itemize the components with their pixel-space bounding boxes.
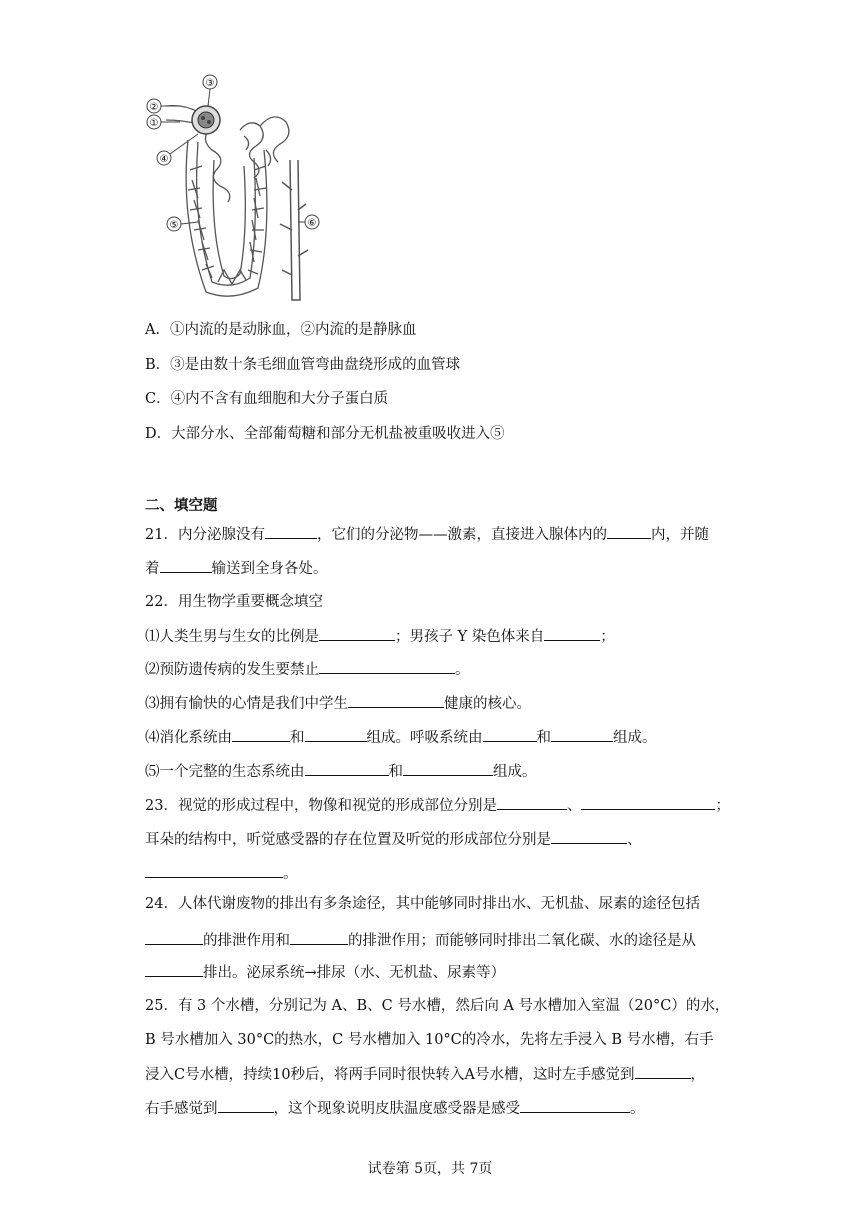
q24-text-2: 的排泄作用和	[203, 933, 290, 949]
q22-blank-9[interactable]	[305, 761, 389, 776]
q23-text-6: 。	[283, 866, 298, 882]
q22-s2-text-a: ⑵预防遗传病的发生要禁止	[145, 662, 319, 678]
q22-blank-6[interactable]	[305, 727, 367, 742]
q22-blank-1[interactable]	[319, 626, 395, 641]
q25-text-4a: 右手感觉到	[145, 1101, 218, 1117]
q22-sub5	[145, 761, 537, 782]
q22-s4-text-d: 和	[536, 730, 551, 746]
q22-sub2	[145, 659, 470, 680]
q24-line3	[145, 962, 505, 983]
q21-line1	[145, 524, 709, 545]
q22-blank-3[interactable]	[319, 659, 455, 674]
q25-blank-3[interactable]	[520, 1098, 630, 1113]
q24-line2	[145, 930, 696, 951]
q25-blank-1[interactable]	[635, 1064, 691, 1079]
q23-line2	[145, 829, 642, 850]
q23-text-3: ；	[715, 798, 730, 814]
q22-sub1	[145, 626, 615, 647]
q21-text-3: 内，并随	[650, 527, 709, 543]
q25-text-3a: 浸入C号水槽，持续10秒后，将两手同时很快转入A号水槽，这时左手感觉到	[145, 1067, 635, 1083]
q25-text-4c: 。	[630, 1101, 645, 1117]
q22-title: 22．用生物学重要概念填空	[145, 594, 323, 610]
q23-text-5: 、	[627, 832, 642, 848]
q25-line1: 25．有 3 个水槽，分别记为 A、B、C 号水槽，然后向 A 号水槽加入室温（20°C）的水，	[145, 998, 730, 1014]
label-3: ③	[205, 78, 215, 89]
q24-text-4: 排出。泌尿系统→排尿（水、无机盐、尿素等）	[203, 965, 506, 981]
q22-blank-5[interactable]	[232, 727, 290, 742]
q23-blank-2[interactable]	[581, 795, 715, 810]
q22-s5-text-a: ⑸一个完整的生态系统由	[145, 764, 305, 780]
q22-sub3	[145, 693, 531, 714]
option-c: C．④内不含有血细胞和大分子蛋白质	[145, 391, 389, 407]
q25-text-3b: ，	[690, 1067, 706, 1083]
q24-blank-1[interactable]	[145, 930, 203, 945]
nephron-diagram	[140, 70, 340, 310]
q22-s1-text-b: ；男孩子 Y 染色体来自	[395, 629, 545, 645]
q25-line2: B 号水槽加入 30°C的热水，C 号水槽加入 10°C的冷水，先将左手浸入 B 号水槽，右手	[145, 1032, 714, 1048]
q23-text-4: 耳朵的结构中，听觉感受器的存在位置及听觉的形成部位分别是	[145, 832, 551, 848]
q22-s4-text-c: 组成。呼吸系统由	[366, 730, 483, 746]
q25-line4	[145, 1098, 645, 1119]
q23-text-1: 23．视觉的形成过程中，物像和视觉的形成部位分别是	[145, 798, 497, 814]
q21-line2	[145, 558, 328, 579]
q22-blank-8[interactable]	[551, 727, 613, 742]
q25-line3	[145, 1064, 705, 1085]
q23-blank-1[interactable]	[497, 795, 567, 810]
q22-s3-text-a: ⑶拥有愉快的心情是我们中学生	[145, 696, 348, 712]
q24-line1: 24．人体代谢废物的排出有多条途径，其中能够同时排出水、无机盐、尿素的途径包括	[145, 896, 700, 912]
q25-blank-2[interactable]	[218, 1098, 274, 1113]
q23-text-2: 、	[566, 798, 582, 814]
q21-text-2: ，它们的分泌物——激素，直接进入腺体内的	[316, 527, 607, 543]
q23-blank-3[interactable]	[551, 829, 627, 844]
q21-blank-2[interactable]	[607, 524, 651, 539]
q22-blank-10[interactable]	[403, 761, 493, 776]
q25-text-4b: ，这个现象说明皮肤温度感受器是感受	[273, 1101, 520, 1117]
q22-s4-text-b: 和	[290, 730, 305, 746]
label-4: ④	[159, 154, 169, 165]
q22-s5-text-c: 组成。	[493, 764, 537, 780]
q22-s4-text-a: ⑷消化系统由	[145, 730, 232, 746]
q22-s5-text-b: 和	[388, 764, 403, 780]
q22-blank-7[interactable]	[483, 727, 537, 742]
q21-text-4: 着	[145, 561, 160, 577]
q22-s2-text-b: 。	[455, 662, 470, 678]
option-b: B．③是由数十条毛细血管弯曲盘绕形成的血管球	[145, 357, 461, 373]
q22-s3-text-b: 健康的核心。	[444, 696, 531, 712]
label-2: ②	[149, 102, 159, 113]
label-1: ①	[149, 118, 159, 129]
q24-blank-2[interactable]	[290, 930, 348, 945]
q22-blank-2[interactable]	[544, 626, 600, 641]
q24-blank-3[interactable]	[145, 962, 203, 977]
option-d: D．大部分水、全部葡萄糖和部分无机盐被重吸收进入⑤	[145, 426, 505, 442]
q22-blank-4[interactable]	[348, 693, 444, 708]
label-5: ⑤	[169, 220, 179, 231]
q23-line1	[145, 795, 730, 816]
section-title: 二、填空题	[145, 497, 218, 514]
q22-s1-text-a: ⑴人类生男与生女的比例是	[145, 629, 319, 645]
q24-text-3: 的排泄作用；而能够同时排出二氧化碳、水的途径是从	[348, 933, 696, 949]
q21-blank-1[interactable]	[265, 524, 317, 539]
q22-s1-text-c: ；	[600, 629, 615, 645]
page-footer: 试卷第 5页，共 7页	[367, 1161, 493, 1177]
q22-s4-text-e: 组成。	[613, 730, 657, 746]
label-6: ⑥	[307, 218, 317, 229]
q21-text-5: 输送到全身各处。	[211, 561, 328, 577]
q22-sub4	[145, 727, 657, 748]
option-a: A．①内流的是动脉血，②内流的是静脉血	[145, 322, 417, 338]
q23-blank-4[interactable]	[145, 863, 283, 878]
q23-line3	[145, 863, 298, 884]
q21-text-1: 21．内分泌腺没有	[145, 527, 265, 543]
q21-blank-3[interactable]	[160, 558, 212, 573]
